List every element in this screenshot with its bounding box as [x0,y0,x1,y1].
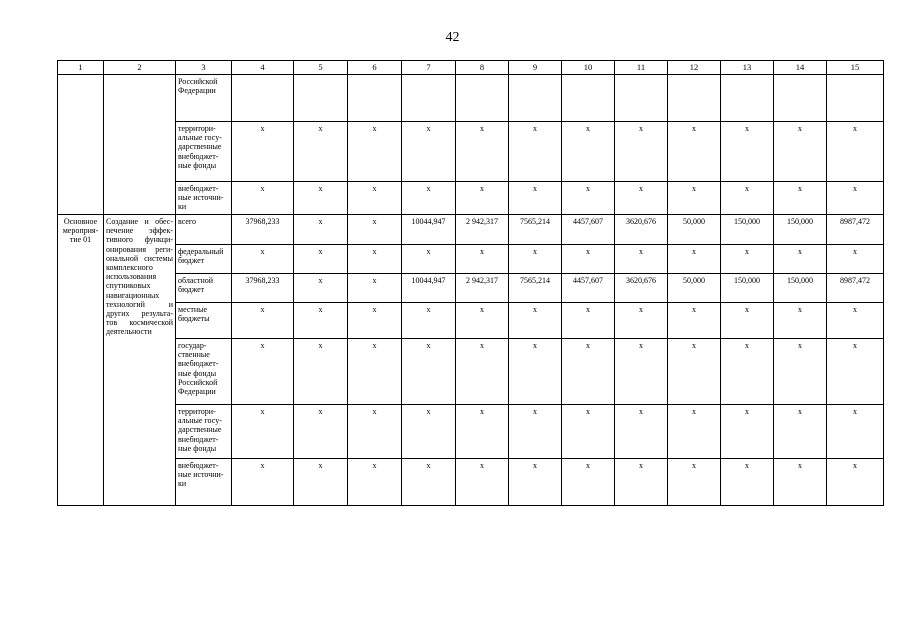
value-cell: x [615,459,668,506]
value-cell [348,75,402,122]
value-cell: 4457,607 [562,274,615,303]
value-cell: x [402,459,456,506]
value-cell: x [402,245,456,274]
value-cell: 2 942,317 [456,274,509,303]
value-cell: x [232,405,294,459]
value-cell: x [509,182,562,215]
value-cell: 8987,472 [827,274,884,303]
value-cell: x [668,122,721,182]
column-number-header: 14 [774,61,827,75]
value-cell: x [721,182,774,215]
value-cell: x [721,245,774,274]
value-cell: x [402,405,456,459]
value-cell: 150,000 [774,215,827,245]
value-cell: x [562,405,615,459]
value-cell: x [232,245,294,274]
value-cell: x [294,405,348,459]
value-cell [668,75,721,122]
value-cell: x [774,303,827,339]
value-cell: x [827,303,884,339]
value-cell: x [456,182,509,215]
table-row [58,182,884,215]
value-cell: x [562,182,615,215]
value-cell: x [774,339,827,405]
value-cell: 3620,676 [615,215,668,245]
column-number-header: 15 [827,61,884,75]
value-cell [402,75,456,122]
value-cell: x [348,405,402,459]
activity-name-cell: Основное мероприя-тие 01 [58,215,104,506]
value-cell: 4457,607 [562,215,615,245]
value-cell: x [668,339,721,405]
column-number-header: 12 [668,61,721,75]
value-cell: x [294,459,348,506]
value-cell: x [402,303,456,339]
value-cell: x [615,405,668,459]
column-number-header: 1 [58,61,104,75]
column-number-header: 9 [509,61,562,75]
value-cell [827,75,884,122]
funding-source-label: Российской Федерации [176,75,232,122]
value-cell: 3620,676 [615,274,668,303]
value-cell: x [348,274,402,303]
value-cell: x [456,303,509,339]
value-cell: x [348,182,402,215]
funding-source-label: государ-ственные внебюджет-ные фонды Российской Федерации [176,339,232,405]
value-cell: x [827,122,884,182]
value-cell: x [721,122,774,182]
value-cell: 150,000 [721,215,774,245]
value-cell: x [668,303,721,339]
value-cell: x [509,405,562,459]
value-cell: x [827,182,884,215]
value-cell: x [615,122,668,182]
value-cell: x [721,405,774,459]
value-cell [456,75,509,122]
value-cell: x [827,339,884,405]
value-cell: x [827,405,884,459]
funding-source-label: областной бюджет [176,274,232,303]
value-cell: x [402,339,456,405]
value-cell: x [232,339,294,405]
value-cell: x [232,303,294,339]
value-cell [615,75,668,122]
value-cell: 150,000 [721,274,774,303]
value-cell: x [615,339,668,405]
value-cell: x [615,182,668,215]
value-cell [774,75,827,122]
value-cell: 2 942,317 [456,215,509,245]
value-cell: x [668,182,721,215]
value-cell: x [294,245,348,274]
continued-description-cell [104,75,176,215]
column-number-header: 13 [721,61,774,75]
value-cell: x [509,303,562,339]
value-cell: x [456,245,509,274]
value-cell: x [348,245,402,274]
value-cell: x [232,459,294,506]
value-cell: x [402,122,456,182]
value-cell: x [294,215,348,245]
table-row [58,339,884,405]
funding-source-label: всего [176,215,232,245]
value-cell: x [294,182,348,215]
value-cell: 10044,947 [402,215,456,245]
value-cell: x [509,459,562,506]
value-cell: x [294,122,348,182]
value-cell: x [456,459,509,506]
value-cell: x [456,122,509,182]
value-cell: x [348,122,402,182]
value-cell: x [668,459,721,506]
value-cell: x [456,405,509,459]
value-cell: x [402,182,456,215]
value-cell: 37968,233 [232,274,294,303]
table-row [58,75,884,122]
value-cell: x [668,405,721,459]
value-cell: x [232,122,294,182]
budget-table [57,60,884,506]
funding-source-label: внебюджет-ные источни-ки [176,182,232,215]
funding-source-label: федеральный бюджет [176,245,232,274]
funding-source-label: территори-альные госу-дарственные внебюджет-ные фонды [176,405,232,459]
value-cell: x [348,303,402,339]
value-cell: 50,000 [668,274,721,303]
value-cell: 7565,214 [509,215,562,245]
value-cell: x [509,339,562,405]
continued-activity-cell [58,75,104,215]
value-cell: x [774,405,827,459]
value-cell: x [348,215,402,245]
value-cell: x [774,122,827,182]
value-cell: x [615,303,668,339]
table-row [58,405,884,459]
activity-description-cell: Создание и обес-печение эффек-тивного функци-онирования реги-ональной системы комплексного использования спутниковых навигационных технологий и других результа-тов космической деятельности [104,215,176,506]
value-cell: 50,000 [668,215,721,245]
table-row [58,245,884,274]
value-cell: x [562,245,615,274]
column-number-header: 11 [615,61,668,75]
value-cell: x [774,182,827,215]
funding-source-label: внебюджет-ные источни-ки [176,459,232,506]
value-cell: x [294,339,348,405]
value-cell: x [348,339,402,405]
value-cell: x [615,245,668,274]
value-cell [294,75,348,122]
value-cell: 7565,214 [509,274,562,303]
value-cell: 37968,233 [232,215,294,245]
value-cell: x [774,245,827,274]
value-cell: x [774,459,827,506]
value-cell: 10044,947 [402,274,456,303]
value-cell: x [294,303,348,339]
value-cell: 150,000 [774,274,827,303]
column-number-header: 4 [232,61,294,75]
column-number-header: 5 [294,61,348,75]
table-row [58,303,884,339]
value-cell [509,75,562,122]
value-cell: x [721,459,774,506]
value-cell: x [562,459,615,506]
value-cell: x [509,245,562,274]
value-cell [721,75,774,122]
value-cell [232,75,294,122]
value-cell: x [721,303,774,339]
column-number-header: 10 [562,61,615,75]
value-cell: x [827,245,884,274]
value-cell: x [509,122,562,182]
column-number-header: 3 [176,61,232,75]
value-cell: x [348,459,402,506]
value-cell: x [721,339,774,405]
value-cell: x [294,274,348,303]
table-row [58,274,884,303]
value-cell: x [668,245,721,274]
table-row [58,122,884,182]
value-cell: x [562,122,615,182]
column-number-header: 6 [348,61,402,75]
value-cell: 8987,472 [827,215,884,245]
funding-source-label: местные бюджеты [176,303,232,339]
value-cell: x [827,459,884,506]
page-number: 42 [445,30,460,45]
table-row [58,215,884,245]
column-number-header: 2 [104,61,176,75]
value-cell [562,75,615,122]
value-cell: x [232,182,294,215]
value-cell: x [456,339,509,405]
column-number-header: 7 [402,61,456,75]
value-cell: x [562,303,615,339]
header-row [58,61,884,75]
value-cell: x [562,339,615,405]
table-row [58,459,884,506]
column-number-header: 8 [456,61,509,75]
funding-source-label: территори-альные госу-дарственные внебюджет-ные фонды [176,122,232,182]
